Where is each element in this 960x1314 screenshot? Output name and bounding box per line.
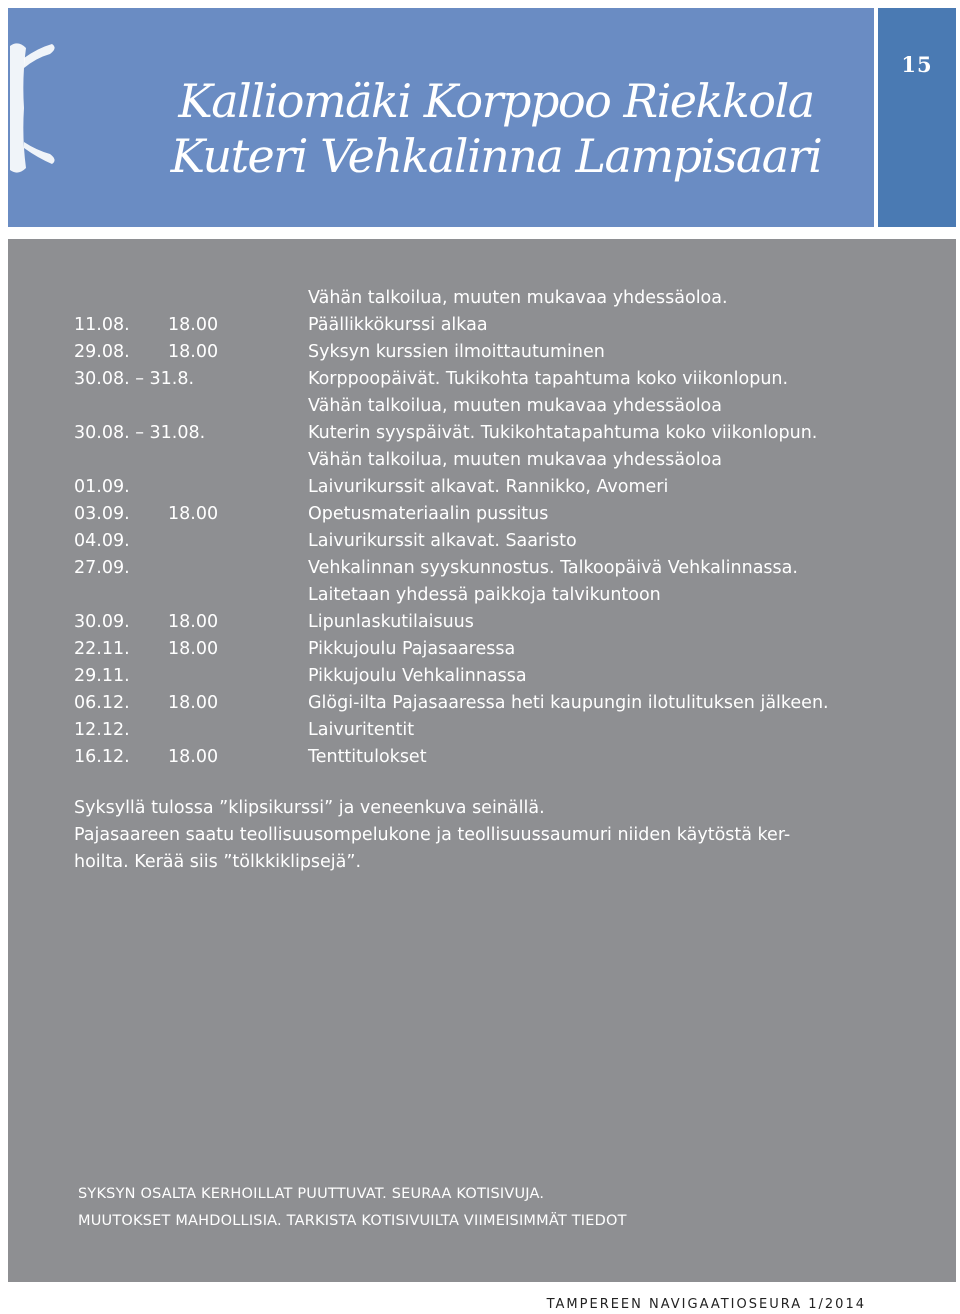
schedule-row <box>74 528 934 555</box>
event-date: 27.09. <box>74 558 130 578</box>
note-line: Pajasaareen saatu teollisuusompelukone ja teollisuussaumuri niiden käytöstä ker- <box>74 825 791 845</box>
schedule-row <box>74 447 934 474</box>
schedule-row <box>74 420 934 447</box>
page-number-tab <box>878 8 956 227</box>
event-description: Laitetaan yhdessä paikkoja talvikuntoon <box>308 585 661 605</box>
event-date: 12.12. <box>74 720 130 740</box>
schedule-row <box>74 312 934 339</box>
note-line: hoilta. Kerää siis ”tölkkiklipsejä”. <box>74 852 362 872</box>
event-description: Vehkalinnan syyskunnostus. Talkoopäivä Vehkalinnassa. <box>308 558 798 578</box>
event-description: Glögi-ilta Pajasaaressa heti kaupungin ilotulituksen jälkeen. <box>308 693 829 713</box>
schedule-notice <box>78 1181 627 1234</box>
schedule-row <box>74 663 934 690</box>
title-line-2: Kuteri Vehkalinna Lampisaari <box>170 129 822 183</box>
publication-footer: TAMPEREEN NAVIGAATIOSEURA 1/2014 <box>546 1297 866 1312</box>
event-schedule <box>74 285 934 771</box>
notice-line: SYKSYN OSALTA KERHOILLAT PUUTTUVAT. SEURAA KOTISIVUJA. <box>78 1186 545 1202</box>
schedule-row <box>74 636 934 663</box>
event-date: 16.12. <box>74 747 130 767</box>
event-description: Pikkujoulu Pajasaaressa <box>308 639 516 659</box>
note-line: Syksyllä tulossa ”klipsikurssi” ja veneenkuva seinällä. <box>74 798 545 818</box>
event-description: Korppoopäivät. Tukikohta tapahtuma koko viikonlopun. <box>308 369 789 389</box>
event-date: 06.12. <box>74 693 130 713</box>
event-date: 04.09. <box>74 531 130 551</box>
event-description: Vähän talkoilua, muuten mukavaa yhdessäoloa <box>308 450 722 470</box>
event-description: Laivurikurssit alkavat. Saaristo <box>308 531 577 551</box>
schedule-row <box>74 285 934 312</box>
event-date: 30.09. <box>74 612 130 632</box>
page-number: 15 <box>901 52 933 77</box>
event-date: 29.08. <box>74 342 130 362</box>
event-description: Pikkujoulu Vehkalinnassa <box>308 666 527 686</box>
schedule-row <box>74 393 934 420</box>
schedule-row <box>74 582 934 609</box>
event-description: Päällikkökurssi alkaa <box>308 315 488 335</box>
event-time: 18.00 <box>168 612 219 632</box>
schedule-row <box>74 717 934 744</box>
event-date: 11.08. <box>74 315 130 335</box>
content-panel <box>8 239 956 1282</box>
event-description: Kuterin syyspäivät. Tukikohtatapahtuma koko viikonlopun. <box>308 423 818 443</box>
event-time: 18.00 <box>168 693 219 713</box>
event-time: 18.00 <box>168 504 219 524</box>
event-date: 22.11. <box>74 639 130 659</box>
event-description: Vähän talkoilua, muuten mukavaa yhdessäoloa. <box>308 288 728 308</box>
schedule-row <box>74 339 934 366</box>
schedule-row <box>74 690 934 717</box>
schedule-row <box>74 474 934 501</box>
header-banner <box>8 8 874 227</box>
notice-line: MUUTOKSET MAHDOLLISIA. TARKISTA KOTISIVUILTA VIIMEISIMMÄT TIEDOT <box>78 1212 627 1229</box>
schedule-row <box>74 744 934 771</box>
schedule-row <box>74 555 934 582</box>
event-description: Lipunlaskutilaisuus <box>308 612 474 632</box>
event-description: Tenttitulokset <box>308 747 427 767</box>
event-description: Opetusmateriaalin pussitus <box>308 504 549 524</box>
event-time: 18.00 <box>168 315 219 335</box>
schedule-row <box>74 609 934 636</box>
schedule-row <box>74 366 934 393</box>
event-description: Laivurikurssit alkavat. Rannikko, Avomeri <box>308 477 669 497</box>
event-date: 30.08. – 31.8. <box>74 369 195 389</box>
event-date: 01.09. <box>74 477 130 497</box>
event-description: Syksyn kurssien ilmoittautuminen <box>308 342 605 362</box>
schedule-row <box>74 501 934 528</box>
event-description: Vähän talkoilua, muuten mukavaa yhdessäoloa <box>308 396 722 416</box>
event-time: 18.00 <box>168 639 219 659</box>
announcement-notes <box>74 795 874 876</box>
event-date: 03.09. <box>74 504 130 524</box>
event-time: 18.00 <box>168 747 219 767</box>
page-title <box>116 74 876 184</box>
anchor-decoration-icon <box>8 38 68 178</box>
event-description: Laivuritentit <box>308 720 415 740</box>
event-time: 18.00 <box>168 342 219 362</box>
event-date: 30.08. – 31.08. <box>74 423 206 443</box>
title-line-1: Kalliomäki Korppoo Riekkola <box>178 74 814 128</box>
event-date: 29.11. <box>74 666 130 686</box>
